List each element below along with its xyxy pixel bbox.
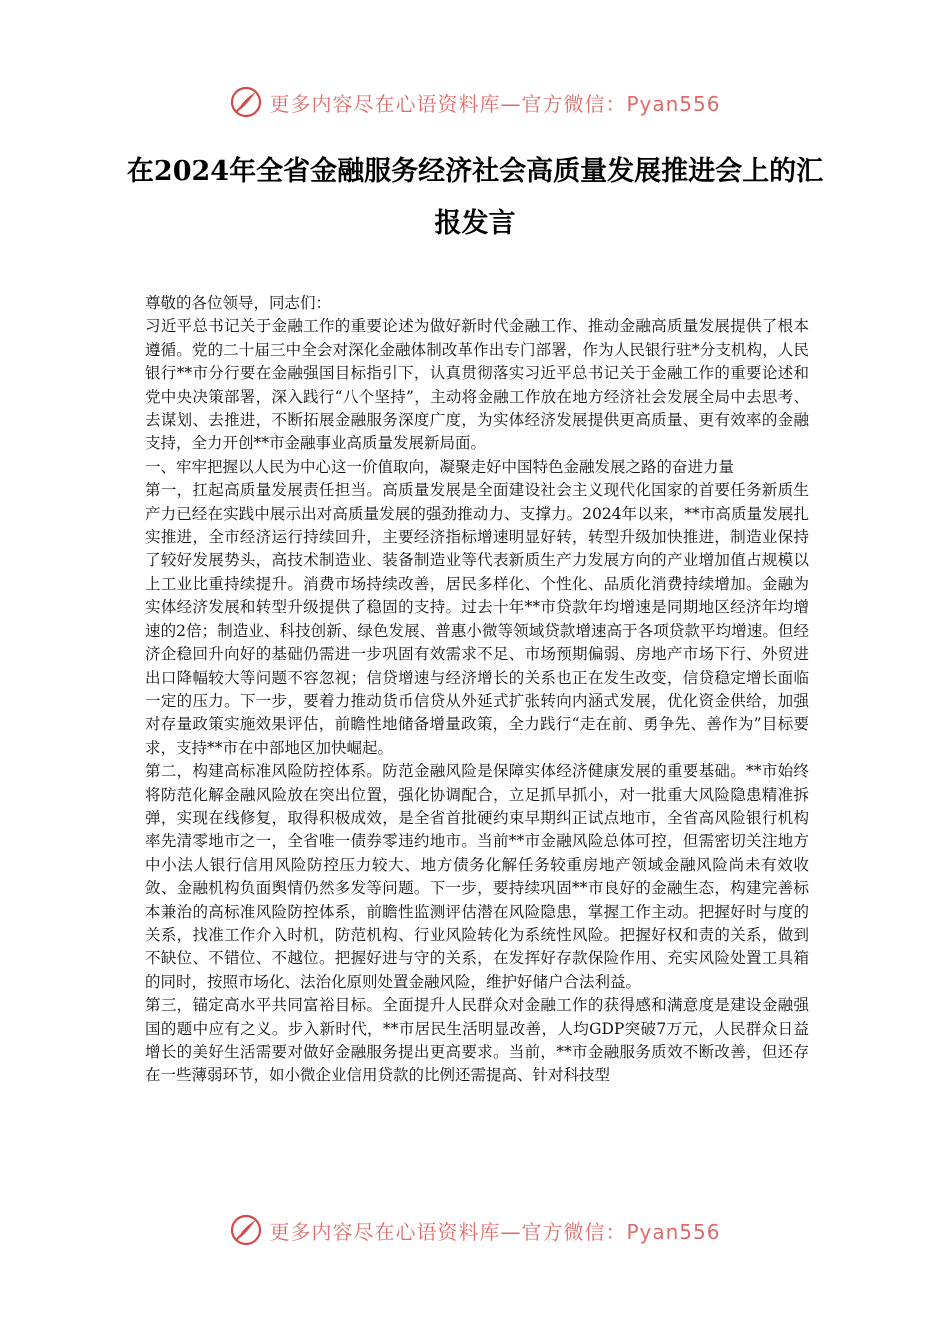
watermark-text: 更多内容尽在心语资料库—官方微信：Pyan556	[269, 1219, 721, 1244]
paragraph: 第三，锚定高水平共同富裕目标。全面提升人民群众对金融工作的获得感和满意度是建设金融强国的题中应有之义。步入新时代，**市居民生活明显改善，人均GDP突破7万元，人民群众日益增长的美好生活需要对做好金融服务提出更高要求。当前，**市金融服务质效不断改善，但还存在一些薄弱环节，如小微企业信用贷款的比例还需提高、针对科技型	[145, 996, 809, 1085]
paragraph: 习近平总书记关于金融工作的重要论述为做好新时代金融工作、推动金融高质量发展提供了根本遵循。党的二十届三中全会对深化金融体制改革作出专门部署，作为人民银行驻*分支机构，人民银行**市分行要在金融强国目标指引下，认真贯彻落实习近平总书记关于金融工作的重要论述和党中央决策部署，深入践行“八个坚持”，主动将金融工作放在地方经济社会发展全局中去思考、去谋划、去推进，不断拓展金融服务深度广度，为实体经济发展提供更高质量、更有效率的金融支持，全力开创**市金融事业高质量发展新局面。	[145, 317, 809, 453]
document-body	[145, 292, 809, 1088]
section-heading: 一、牢牢把握以人民为中心这一价值取向，凝聚走好中国特色金融发展之路的奋进力量	[145, 457, 735, 476]
document-title: 在2024年全省金融服务经济社会高质量发展推进会上的汇报发言	[126, 156, 824, 239]
salutation: 尊敬的各位领导，同志们：	[145, 294, 332, 312]
quill-logo-icon	[229, 1213, 263, 1247]
watermark-text: 更多内容尽在心语资料库—官方微信：Pyan556	[269, 91, 721, 116]
watermark-banner-bottom	[0, 1210, 950, 1250]
quill-logo-icon	[229, 85, 263, 119]
paragraph: 第二，构建高标准风险防控体系。防范金融风险是保障实体经济健康发展的重要基础。**市始终将防范化解金融风险放在突出位置，强化协调配合，立足抓早抓小，对一批重大风险隐患精准拆弹，实现在线修复，取得积极成效，是全省首批硬约束早期纠正试点地市，全省高风险银行机构率先清零地市之一，全省唯一债券零违约地市。当前**市金融风险总体可控，但需密切关注地方中小法人银行信用风险防控压力较大、地方债务化解任务较重房地产领域金融风险尚未有效收敛、金融机构负面舆情仍然多发等问题。下一步，要持续巩固**市良好的金融生态，构建完善标本兼治的高标准风险防控体系，前瞻性监测评估潜在风险隐患，掌握工作主动。把握好时与度的关系，找准工作介入时机，防范机构、行业风险转化为系统性风险。把握好权和责的关系，做到不缺位、不错位、不越位。把握好进与守的关系，在发挥好存款保险作用、充实风险处置工具箱的同时，按照市场化、法治化原则处置金融风险，维护好储户合法利益。	[145, 762, 809, 991]
paragraph: 第一，扛起高质量发展责任担当。高质量发展是全面建设社会主义现代化国家的首要任务新质生产力已经在实践中展示出对高质量发展的强劲推动力、支撑力。2024年以来，**市高质量发展扎实推进，全市经济运行持续回升，主要经济指标增速明显好转，转型升级加快推进，制造业保持了较好发展势头，高技术制造业、装备制造业等代表新质生产力发展方向的产业增加值占规模以上工业比重持续提升。消费市场持续改善，居民多样化、个性化、品质化消费持续增加。金融为实体经济发展和转型升级提供了稳固的支持。过去十年**市贷款年均增速是同期地区经济年均增速的2倍；制造业、科技创新、绿色发展、普惠小微等领域贷款增速高于各项贷款平均增速。但经济企稳回升向好的基础仍需进一步巩固有效需求不足、市场预期偏弱、房地产市场下行、外贸进出口降幅较大等问题不容忽视；信贷增速与经济增长的关系也正在发生改变，信贷稳定增长面临一定的压力。下一步，要着力推动货币信贷从外延式扩张转向内涵式发展，优化资金供给，加强对存量政策实施效果评估，前瞻性地储备增量政策，全力践行“走在前、勇争先、善作为”目标要求，支持**市在中部地区加快崛起。	[145, 481, 809, 757]
watermark-banner-top	[0, 82, 950, 122]
